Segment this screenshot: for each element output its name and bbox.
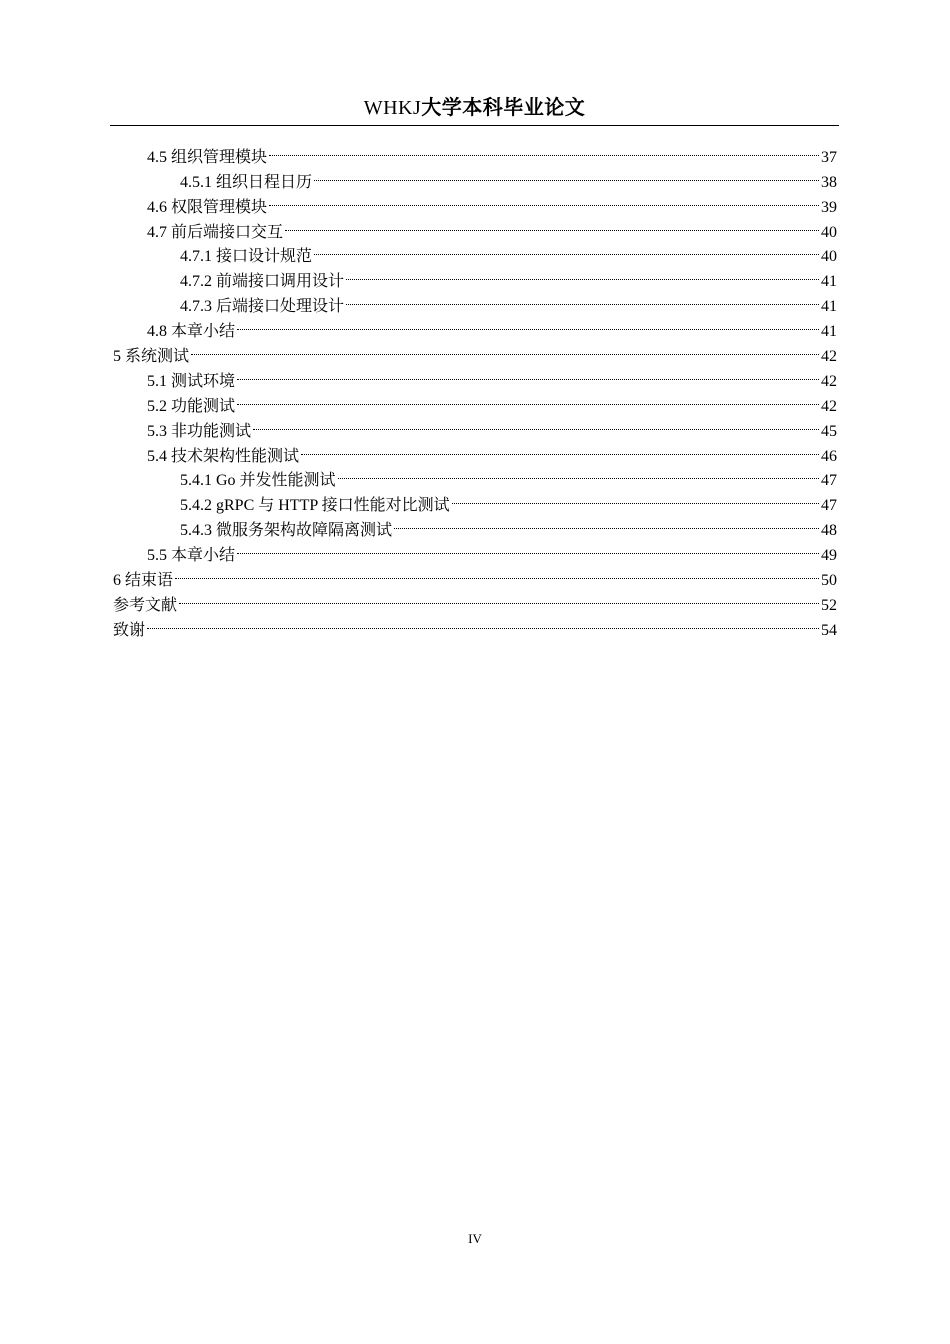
- toc-entry-page: 41: [821, 273, 837, 291]
- toc-dot-leader: [314, 237, 819, 262]
- toc-entry-page: 42: [821, 372, 837, 390]
- toc-entry-label: 4.8 本章小结: [147, 323, 236, 341]
- toc-entry-label: 参考文献: [113, 596, 178, 614]
- toc-entry-label: 5.5 本章小结: [147, 547, 236, 565]
- toc-entry-page: 38: [821, 173, 837, 191]
- toc-entry-label: 6 结束语: [113, 572, 174, 590]
- toc-dot-leader: [314, 162, 819, 187]
- toc-entry[interactable]: [113, 361, 837, 390]
- toc-entry-label: 4.7 前后端接口交互: [147, 223, 284, 241]
- toc-dot-leader: [346, 261, 819, 286]
- toc-entry[interactable]: [113, 137, 837, 166]
- toc-entry-page: 50: [821, 572, 837, 590]
- toc-dot-leader: [191, 336, 819, 361]
- toc-entry-label: 5.3 非功能测试: [147, 422, 252, 440]
- toc-entry-page: 41: [821, 323, 837, 341]
- toc-entry-page: 47: [821, 472, 837, 490]
- header-title: [364, 92, 586, 123]
- toc-entry-page: 46: [821, 447, 837, 465]
- toc-dot-leader: [285, 212, 819, 237]
- toc-dot-leader: [253, 411, 819, 436]
- toc-entry-label: 4.5 组织管理模块: [147, 148, 268, 166]
- toc-entry-label: 4.5.1 组织日程日历: [180, 173, 313, 191]
- page-number: IV: [468, 1231, 482, 1246]
- toc-dot-leader: [237, 535, 819, 560]
- toc-entry-page: 54: [821, 621, 837, 639]
- toc-dot-leader: [346, 286, 819, 311]
- toc-entry-label: 4.7.3 后端接口处理设计: [180, 298, 345, 316]
- toc-dot-leader: [269, 137, 819, 162]
- toc-entry-label: 5.1 测试环境: [147, 372, 236, 390]
- header-title-cjk: 大学本科毕业论文: [421, 95, 586, 119]
- toc-entry-page: 49: [821, 547, 837, 565]
- toc-entry-label: 5.2 功能测试: [147, 397, 236, 415]
- toc-entry-label: 4.7.2 前端接口调用设计: [180, 273, 345, 291]
- toc-entry-label: 5.4 技术架构性能测试: [147, 447, 300, 465]
- toc-dot-leader: [237, 386, 819, 411]
- toc-entry[interactable]: [113, 560, 837, 590]
- toc-entry[interactable]: [113, 336, 837, 366]
- toc-entry-page: 39: [821, 198, 837, 216]
- toc-dot-leader: [452, 485, 819, 510]
- toc-entry-label: 5.4.3 微服务架构故障隔离测试: [180, 522, 393, 540]
- toc-entry-page: 41: [821, 298, 837, 316]
- toc-entry-page: 37: [821, 148, 837, 166]
- toc-entry-page: 47: [821, 497, 837, 515]
- toc-dot-leader: [338, 461, 819, 486]
- toc-entry-label: 致谢: [113, 621, 146, 639]
- page-header: [110, 92, 839, 126]
- toc-entry-page: 40: [821, 223, 837, 241]
- toc-entry-label: 4.7.1 接口设计规范: [180, 248, 313, 266]
- header-title-latin: WHKJ: [363, 97, 422, 119]
- toc-entry[interactable]: [113, 610, 837, 639]
- toc-dot-leader: [301, 436, 819, 461]
- toc-entry-label: 4.6 权限管理模块: [147, 198, 268, 216]
- table-of-contents: [113, 137, 837, 639]
- toc-dot-leader: [175, 560, 819, 585]
- toc-entry-page: 52: [821, 596, 837, 614]
- toc-entry[interactable]: [113, 585, 837, 614]
- toc-dot-leader: [237, 311, 819, 336]
- toc-dot-leader: [179, 585, 819, 610]
- toc-dot-leader: [237, 361, 819, 386]
- toc-entry-page: 42: [821, 397, 837, 415]
- toc-dot-leader: [147, 610, 819, 635]
- toc-dot-leader: [394, 510, 819, 535]
- toc-entry-page: 48: [821, 522, 837, 540]
- toc-entry-label: 5 系统测试: [113, 348, 190, 366]
- toc-entry-page: 45: [821, 422, 837, 440]
- toc-entry-label: 5.4.1 Go 并发性能测试: [180, 472, 336, 490]
- toc-entry-page: 42: [821, 348, 837, 366]
- toc-entry-label: 5.4.2 gRPC 与 HTTP 接口性能对比测试: [180, 497, 450, 515]
- toc-entry-page: 40: [821, 248, 837, 266]
- toc-dot-leader: [269, 187, 819, 212]
